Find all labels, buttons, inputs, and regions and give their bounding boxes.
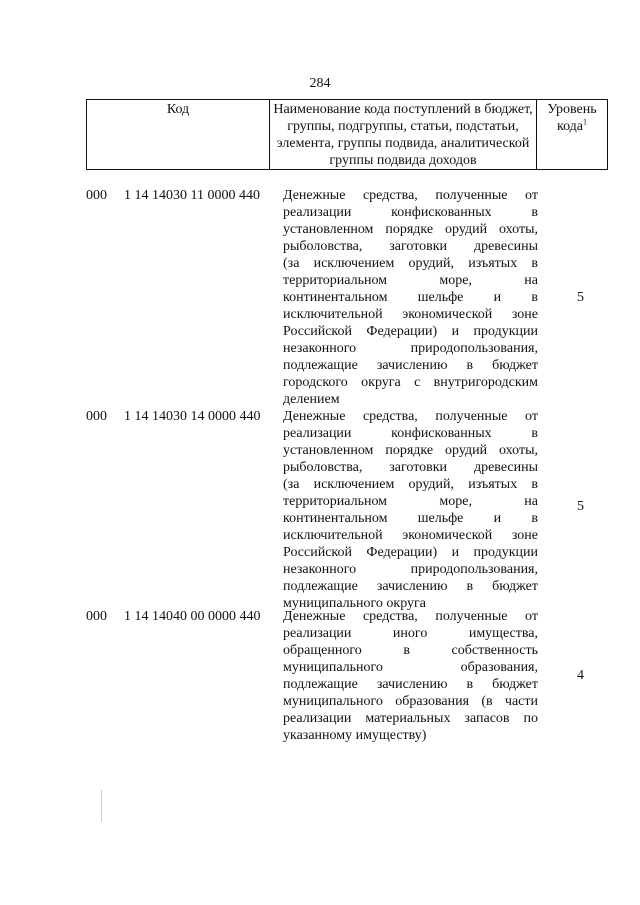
admin-code: 000 [86,409,107,424]
description-line: территориальном море, на [283,494,538,509]
admin-code: 000 [86,188,107,203]
header-level-label: Уровень кода [547,102,597,134]
description-line: Российской Федерации) и продукции [283,324,538,339]
description-line: исключительной экономической зоне [283,528,538,543]
header-code: Код [87,100,270,170]
description-line: Российской Федерации) и продукции [283,545,538,560]
description-line: рыболовства, заготовки древесины [283,460,538,475]
description-line: (за исключением орудий, изъятых в [283,256,538,271]
revenue-description [283,187,538,408]
description-line: (за исключением орудий, изъятых в [283,477,538,492]
revenue-code: 1 14 14030 14 0000 440 [124,409,261,424]
revenue-code: 1 14 14030 11 0000 440 [124,188,260,203]
description-line: Денежные средства, полученные от [283,609,538,624]
description-line: рыболовства, заготовки древесины [283,239,538,254]
table-header [86,99,608,170]
description-line: муниципального округа [283,596,426,611]
description-line: подлежащие зачислению в бюджет [283,358,538,373]
description-line: континентальном шельфе и в [283,290,538,305]
description-line: реализации иного имущества, [283,626,538,641]
description-line: обращенного в собственность [283,643,538,658]
description-line: муниципального образования, [283,660,538,675]
description-line: городского округа с внутригородским [283,375,538,390]
scan-artifact-line [101,790,102,822]
description-line: реализации конфискованных в [283,426,538,441]
header-level [537,100,608,170]
description-line: территориальном море, на [283,273,538,288]
description-line: подлежащие зачислению в бюджет [283,677,538,692]
description-line: незаконного природопользования, [283,562,538,577]
revenue-code: 1 14 14040 00 0000 440 [124,609,261,624]
admin-code: 000 [86,609,107,624]
description-line: реализации материальных запасов по [283,711,538,726]
revenue-description [283,608,538,744]
description-line: установленном порядке орудий охоты, [283,222,538,237]
code-level: 4 [577,668,584,683]
description-line: Денежные средства, полученные от [283,409,538,424]
code-level: 5 [577,499,584,514]
description-line: делением [283,392,340,407]
page-number: 284 [309,76,331,91]
description-line: реализации конфискованных в [283,205,538,220]
description-line: континентальном шельфе и в [283,511,538,526]
description-line: установленном порядке орудий охоты, [283,443,538,458]
revenue-description [283,408,538,612]
footnote-marker: 1 [583,117,588,127]
description-line: исключительной экономической зоне [283,307,538,322]
header-name: Наименование кода поступлений в бюджет, группы, подгруппы, статьи, подстатьи, элемента, группы подвида, аналитической группы подвида доходов [270,100,537,170]
description-line: Денежные средства, полученные от [283,188,538,203]
description-line: указанному имуществу) [283,728,427,743]
description-line: муниципального образования (в части [283,694,538,709]
code-level: 5 [577,290,584,305]
description-line: незаконного природопользования, [283,341,538,356]
description-line: подлежащие зачислению в бюджет [283,579,538,594]
